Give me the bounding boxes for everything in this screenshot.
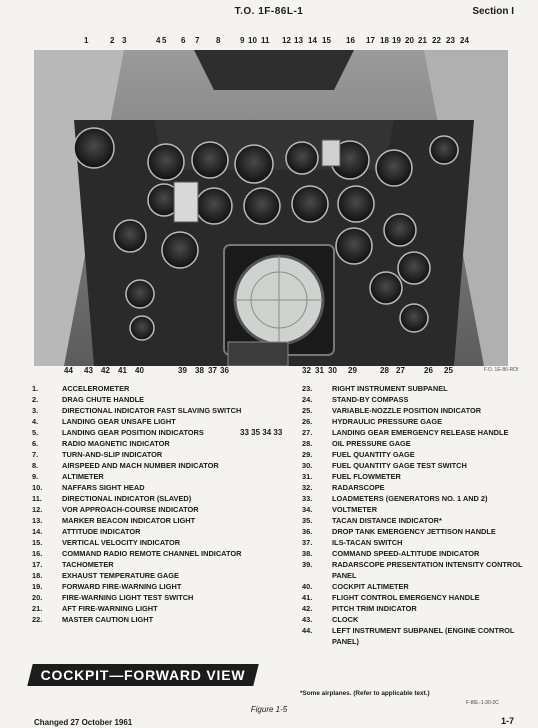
legend-item: 14. ATTITUDE INDICATOR xyxy=(32,527,141,536)
legend-item: 20. FIRE-WARNING LIGHT TEST SWITCH xyxy=(32,593,194,602)
callout: 32 xyxy=(302,366,311,375)
figure-caption: Figure 1-5 xyxy=(250,705,288,714)
callout-center: 33 35 34 33 xyxy=(240,428,283,437)
photo-tag: F.O. 1E-86-ROI xyxy=(484,367,519,373)
legend-item: 22. MASTER CAUTION LIGHT xyxy=(32,615,154,624)
legend-item: 13. MARKER BEACON INDICATOR LIGHT xyxy=(32,516,196,525)
legend-item: 29. FUEL QUANTITY GAGE xyxy=(302,450,415,459)
legend-item: 4. LANDING GEAR UNSAFE LIGHT xyxy=(32,417,176,426)
legend-item: 11. DIRECTIONAL INDICATOR (SLAVED) xyxy=(32,494,192,503)
legend-item: 42. PITCH TRIM INDICATOR xyxy=(302,604,417,613)
callout: 8 xyxy=(216,36,221,45)
callout: 19 xyxy=(392,36,401,45)
callout: 4 xyxy=(156,36,161,45)
legend-item: 36. DROP TANK EMERGENCY JETTISON HANDLE xyxy=(302,527,496,536)
callout: 14 xyxy=(308,36,317,45)
callout: 37 xyxy=(208,366,217,375)
callout: 9 xyxy=(240,36,245,45)
change-date: Changed 27 October 1961 xyxy=(34,718,133,727)
callout: 29 xyxy=(348,366,357,375)
legend-item: 5. LANDING GEAR POSITION INDICATORS xyxy=(32,428,204,437)
callout: 5 xyxy=(162,36,167,45)
callout: 26 xyxy=(424,366,433,375)
cockpit-photo xyxy=(34,50,508,366)
callout: 42 xyxy=(101,366,110,375)
callout-numbers-bottom xyxy=(64,366,484,378)
callout: 40 xyxy=(135,366,144,375)
legend-item: 43. CLOCK xyxy=(302,615,359,624)
callout: 2 xyxy=(110,36,115,45)
callout: 3 xyxy=(122,36,127,45)
legend-column-left xyxy=(32,383,282,625)
legend-item: 16. COMMAND RADIO REMOTE CHANNEL INDICATOR xyxy=(32,549,242,558)
legend-item: 9. ALTIMETER xyxy=(32,472,104,481)
callout: 31 xyxy=(315,366,324,375)
callout: 36 xyxy=(220,366,229,375)
legend-item: 21. AFT FIRE-WARNING LIGHT xyxy=(32,604,158,613)
callout: 27 xyxy=(396,366,405,375)
callout: 7 xyxy=(195,36,200,45)
callout: 20 xyxy=(405,36,414,45)
legend-item: 25. VARIABLE-NOZZLE POSITION INDICATOR xyxy=(302,406,482,415)
legend-item: 34. VOLTMETER xyxy=(302,505,378,514)
footnote: *Some airplanes. (Refer to applicable text.) xyxy=(300,690,430,697)
legend-item: 8. AIRSPEED AND MACH NUMBER INDICATOR xyxy=(32,461,219,470)
footnote-code: F-86L-1-30-2C xyxy=(466,700,499,706)
callout: 28 xyxy=(380,366,389,375)
legend-item: 3. DIRECTIONAL INDICATOR FAST SLAVING SWITCH xyxy=(32,406,242,415)
figure-title: COCKPIT—FORWARD VIEW xyxy=(40,667,246,683)
callout: 18 xyxy=(380,36,389,45)
callout: 16 xyxy=(346,36,355,45)
legend-item: 10. NAFFARS SIGHT HEAD xyxy=(32,483,145,492)
legend-column-right xyxy=(302,383,534,647)
callout-numbers-top xyxy=(64,36,484,50)
callout: 10 xyxy=(248,36,257,45)
legend-item: 35. TACAN DISTANCE INDICATOR* xyxy=(302,516,442,525)
callout: 44 xyxy=(64,366,73,375)
document-id: T.O. 1F-86L-1 xyxy=(234,6,304,17)
legend-item: 19. FORWARD FIRE-WARNING LIGHT xyxy=(32,582,182,591)
legend-item: 40. COCKPIT ALTIMETER xyxy=(302,582,409,591)
legend-item: 7. TURN-AND-SLIP INDICATOR xyxy=(32,450,163,459)
legend-item: 23. RIGHT INSTRUMENT SUBPANEL xyxy=(302,384,448,393)
legend-item: 15. VERTICAL VELOCITY INDICATOR xyxy=(32,538,181,547)
callout: 13 xyxy=(294,36,303,45)
legend-item: 33. LOADMETERS (GENERATORS NO. 1 AND 2) xyxy=(302,494,488,503)
legend-item: 6. RADIO MAGNETIC INDICATOR xyxy=(32,439,170,448)
legend-item: 32. RADARSCOPE xyxy=(302,483,385,492)
legend-item: 12. VOR APPROACH-COURSE INDICATOR xyxy=(32,505,199,514)
legend-item: 37. ILS-TACAN SWITCH xyxy=(302,538,403,547)
callout: 12 xyxy=(282,36,291,45)
legend-item: 17. TACHOMETER xyxy=(32,560,114,569)
callout: 21 xyxy=(418,36,427,45)
legend-item: 44. LEFT INSTRUMENT SUBPANEL (ENGINE CONTROL PANEL) xyxy=(302,626,515,646)
legend-item: 1. ACCELEROMETER xyxy=(32,384,130,393)
callout: 41 xyxy=(118,366,127,375)
legend-item: 18. EXHAUST TEMPERATURE GAGE xyxy=(32,571,179,580)
callout: 43 xyxy=(84,366,93,375)
callout: 1 xyxy=(84,36,89,45)
callout: 17 xyxy=(366,36,375,45)
legend-item: 24. STAND-BY COMPASS xyxy=(302,395,409,404)
callout: 22 xyxy=(432,36,441,45)
callout: 11 xyxy=(261,36,270,45)
legend-item: 26. HYDRAULIC PRESSURE GAGE xyxy=(302,417,443,426)
callout: 23 xyxy=(446,36,455,45)
legend-item: 30. FUEL QUANTITY GAGE TEST SWITCH xyxy=(302,461,467,470)
page-number: 1-7 xyxy=(500,716,514,726)
callout: 30 xyxy=(328,366,337,375)
legend-item: 39. RADARSCOPE PRESENTATION INTENSITY CONTROL PANEL xyxy=(302,560,523,580)
legend-item: 41. FLIGHT CONTROL EMERGENCY HANDLE xyxy=(302,593,480,602)
callout: 38 xyxy=(195,366,204,375)
callout: 25 xyxy=(444,366,453,375)
legend-item: 27. LANDING GEAR EMERGENCY RELEASE HANDLE xyxy=(302,428,509,437)
callout: 39 xyxy=(178,366,187,375)
callout: 24 xyxy=(460,36,469,45)
legend-item: 28. OIL PRESSURE GAGE xyxy=(302,439,411,448)
legend-item: 31. FUEL FLOWMETER xyxy=(302,472,401,481)
callout: 6 xyxy=(181,36,186,45)
section-label: Section I xyxy=(472,6,514,17)
callout: 15 xyxy=(322,36,331,45)
legend-item: 38. COMMAND SPEED-ALTITUDE INDICATOR xyxy=(302,549,480,558)
legend-item: 2. DRAG CHUTE HANDLE xyxy=(32,395,145,404)
